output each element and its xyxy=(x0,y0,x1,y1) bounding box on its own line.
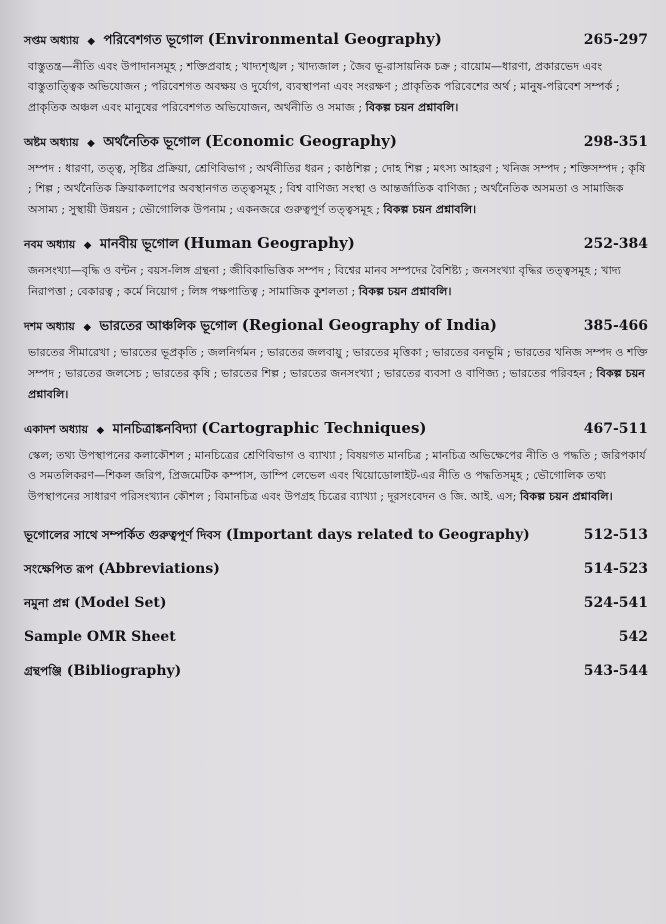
chapter-title-bn: পরিবেশগত ভূগোল xyxy=(103,33,204,48)
chapter-pages: 265-297 xyxy=(583,32,648,48)
chapter-title-bn: ভারতের আঞ্চলিক ভূগোল xyxy=(99,319,238,334)
chapter-heading xyxy=(24,132,648,154)
back-matter-entry-bibliography xyxy=(24,663,648,697)
chapter-title-bn: মানবীয় ভূগোল xyxy=(99,237,179,252)
chapter-ordinal: একাদশ অধ্যায় xyxy=(24,423,88,436)
back-matter-entry-model-set xyxy=(24,595,648,629)
chapter-pages: 385-466 xyxy=(583,318,648,334)
chapter-title xyxy=(24,30,442,52)
back-matter-entry-abbreviations xyxy=(24,561,648,595)
chapter-heading xyxy=(24,30,648,52)
mcq-label: বিকল্প চয়ন প্রশ্নাবলি। xyxy=(358,284,452,298)
mcq-label: বিকল্প চয়ন প্রশ্নাবলি। xyxy=(383,202,477,216)
diamond-icon: ◆ xyxy=(87,138,95,149)
chapter-pages: 467-511 xyxy=(583,421,648,437)
chapter-title xyxy=(24,316,497,338)
diamond-icon: ◆ xyxy=(87,36,96,47)
back-matter-entry-omr-sheet xyxy=(24,629,648,663)
chapter-topics xyxy=(24,57,648,118)
chapter-ordinal: অষ্টম অধ্যায় xyxy=(24,136,79,149)
chapter-pages: 298-351 xyxy=(583,134,648,150)
chapter-9 xyxy=(24,234,648,302)
chapter-topics xyxy=(24,446,648,507)
chapter-ordinal: দশম অধ্যায় xyxy=(24,320,75,333)
chapter-title-en: (Environmental Geography) xyxy=(207,30,442,48)
entry-title-en: (Model Set) xyxy=(74,595,167,611)
chapter-7 xyxy=(24,30,648,118)
entry-title-en: (Important days related to Geography) xyxy=(225,527,530,543)
entry-title xyxy=(24,561,220,581)
chapter-title-bn: অর্থনৈতিক ভূগোল xyxy=(103,135,201,150)
chapter-title-en: (Regional Geography of India) xyxy=(241,316,498,334)
diamond-icon: ◆ xyxy=(96,425,105,436)
chapter-title xyxy=(24,234,355,256)
chapter-title-bn: মানচিত্রাঙ্কনবিদ্যা xyxy=(112,422,197,437)
entry-pages: 542 xyxy=(618,629,648,645)
chapter-title-en: (Cartographic Techniques) xyxy=(201,419,427,437)
chapter-title-en: (Human Geography) xyxy=(183,234,355,252)
chapter-topics xyxy=(24,261,648,302)
entry-title-bn: গ্রন্থপঞ্জি xyxy=(24,664,62,678)
entry-title-en: (Bibliography) xyxy=(66,663,182,679)
entry-pages: 514-523 xyxy=(583,561,648,577)
entry-pages: 512-513 xyxy=(583,527,648,543)
entry-title-en: Sample OMR Sheet xyxy=(24,629,176,645)
chapter-title-en: (Economic Geography) xyxy=(204,132,397,150)
chapter-11 xyxy=(24,419,648,507)
chapter-topics xyxy=(24,159,648,220)
entry-title-bn: সংক্ষেপিত রূপ xyxy=(24,562,94,576)
entry-title xyxy=(24,527,530,547)
entry-title-bn: নমুনা প্রশ্ন xyxy=(24,596,70,610)
mcq-label: বিকল্প চয়ন প্রশ্নাবলি। xyxy=(519,489,613,503)
chapter-heading xyxy=(24,234,648,256)
chapter-title xyxy=(24,132,397,154)
back-matter-list xyxy=(24,527,648,697)
entry-pages: 524-541 xyxy=(583,595,648,611)
mcq-label: বিকল্প চয়ন প্রশ্নাবলি। xyxy=(365,100,459,114)
chapter-10 xyxy=(24,316,648,405)
entry-title-en: (Abbreviations) xyxy=(98,561,220,577)
chapter-8 xyxy=(24,132,648,220)
entry-title-bn: ভূগোলের সাথে সম্পর্কিত গুরুত্বপূর্ণ দিবস xyxy=(24,528,221,542)
chapter-topics xyxy=(24,343,648,405)
topics-text: ভারতের সীমারেখা ; ভারতের ভূপ্রকৃতি ; জলনির্গমন ; ভারতের জলবায়ু ; ভারতের মৃত্তিকা ; ভারতের বনভূমি ; ভারতের খনিজ সম্পদ ও শক্তি সম্পদ ; ভারতের জলসেচ ; ভারতের কৃষি ; ভারতের শিল্প ; ভারতের জনসংখ্যা ; ভারতের ব্যবসা ও বাণিজ্য ; ভারতের পরিবহন ; xyxy=(28,346,648,380)
topics-text: স্কেল; তথ্য উপস্থাপনের কলাকৌশল ; মানচিত্রের শ্রেণিবিভাগ ও ব্যাখ্যা ; বিষয়গত মানচিত্র ; মানচিত্র অভিক্ষেপের নীতি ও পদ্ধতি ; জরিপকার্য ও সমতলিকরণ—শিকল জরিপ, প্রিজমেটিক কম্পাস, ডাম্পি লেভেল এবং থিয়োডোলাইট-এর নীতি ও পদ্ধতিসমূহ ; ভৌগোলিক তথ্য উপস্থাপনের সাধারণ পরিসংখ্যান কৌশল ; বিমানচিত্র এবং উপগ্রহ চিত্রের ব্যাখ্যা ; দূরসংবেদন ও জি. আই. এস; xyxy=(28,449,646,503)
mcq-label: বিকল্প চয়ন প্রশ্নাবলি। xyxy=(28,366,645,401)
diamond-icon: ◆ xyxy=(83,322,92,333)
chapter-ordinal: নবম অধ্যায় xyxy=(24,238,76,251)
chapter-ordinal: সপ্তম অধ্যায় xyxy=(24,34,79,47)
chapter-heading xyxy=(24,419,648,441)
entry-pages: 543-544 xyxy=(583,663,648,679)
topics-text: সম্পদ : ধারণা, তত্ত্ব, সৃষ্টির প্রক্রিয়া, শ্রেণিবিভাগ ; অর্থনীতির ধরন ; কাষ্ঠশিল্প ; দোহ শিল্প ; মৎস্য আহরণ ; খনিজ সম্পদ ; শক্তিসম্পদ ; কৃষি ; শিল্প ; অর্থনৈতিক ক্রিয়াকলাপের অবস্থানগত তত্ত্বসমূহ ; বিশ্ব বাণিজ্য সংস্থা ও আন্তর্জাতিক বাণিজ্য ; অর্থনৈতিক অসমতা ও সামাজিক অসাম্য ; সুস্থায়ী উন্নয়ন ; ভৌগোলিক উপনাম ; একনজরে গুরুত্বপূর্ণ তত্ত্বসমূহ ; xyxy=(28,162,646,216)
chapter-pages: 252-384 xyxy=(583,236,648,252)
topics-text: বাস্তুতন্ত্র—নীতি এবং উপাদানসমূহ ; শক্তিপ্রবাহ ; খাদ্যশৃঙ্খল ; খাদ্যজাল ; জৈব ভূ-রাসায়নিক চক্র ; বায়োম—ধারণা, প্রকারভেদ এবং বাস্তুতাত্ত্বিক অভিযোজন ; পরিবেশগত অবক্ষয় ও দুর্যোগ, ব্যবস্থাপনা এবং সংরক্ষণ ; প্রাকৃতিক পরিবেশের অর্থ ; মানুষ-পরিবেশ সম্পর্ক ; প্রাকৃতিক অঞ্চল এবং মানুষের পরিবেশগত অভিযোজন, অর্থনীতি ও সমাজ ; xyxy=(28,60,620,114)
diamond-icon: ◆ xyxy=(83,240,92,251)
back-matter-entry-important-days xyxy=(24,527,648,561)
entry-title xyxy=(24,629,176,645)
chapter-title xyxy=(24,419,427,441)
topics-text: জনসংখ্যা—বৃদ্ধি ও বন্টন ; বয়স-লিঙ্গ গ্রন্থনা ; জীবিকাভিত্তিক সম্পদ ; বিশ্বের মানব সম্পদের বৈশিষ্ট্য ; জনসংখ্যা বৃদ্ধির তত্ত্বসমূহ ; খাদ্য নিরাপত্তা ; বেকারত্ব ; কর্মে নিয়োগ ; লিঙ্গ পক্ষপাতিত্ব ; সামাজিক কুশলতা ; xyxy=(28,264,621,298)
chapter-heading xyxy=(24,316,648,338)
entry-title xyxy=(24,663,181,683)
entry-title xyxy=(24,595,167,615)
